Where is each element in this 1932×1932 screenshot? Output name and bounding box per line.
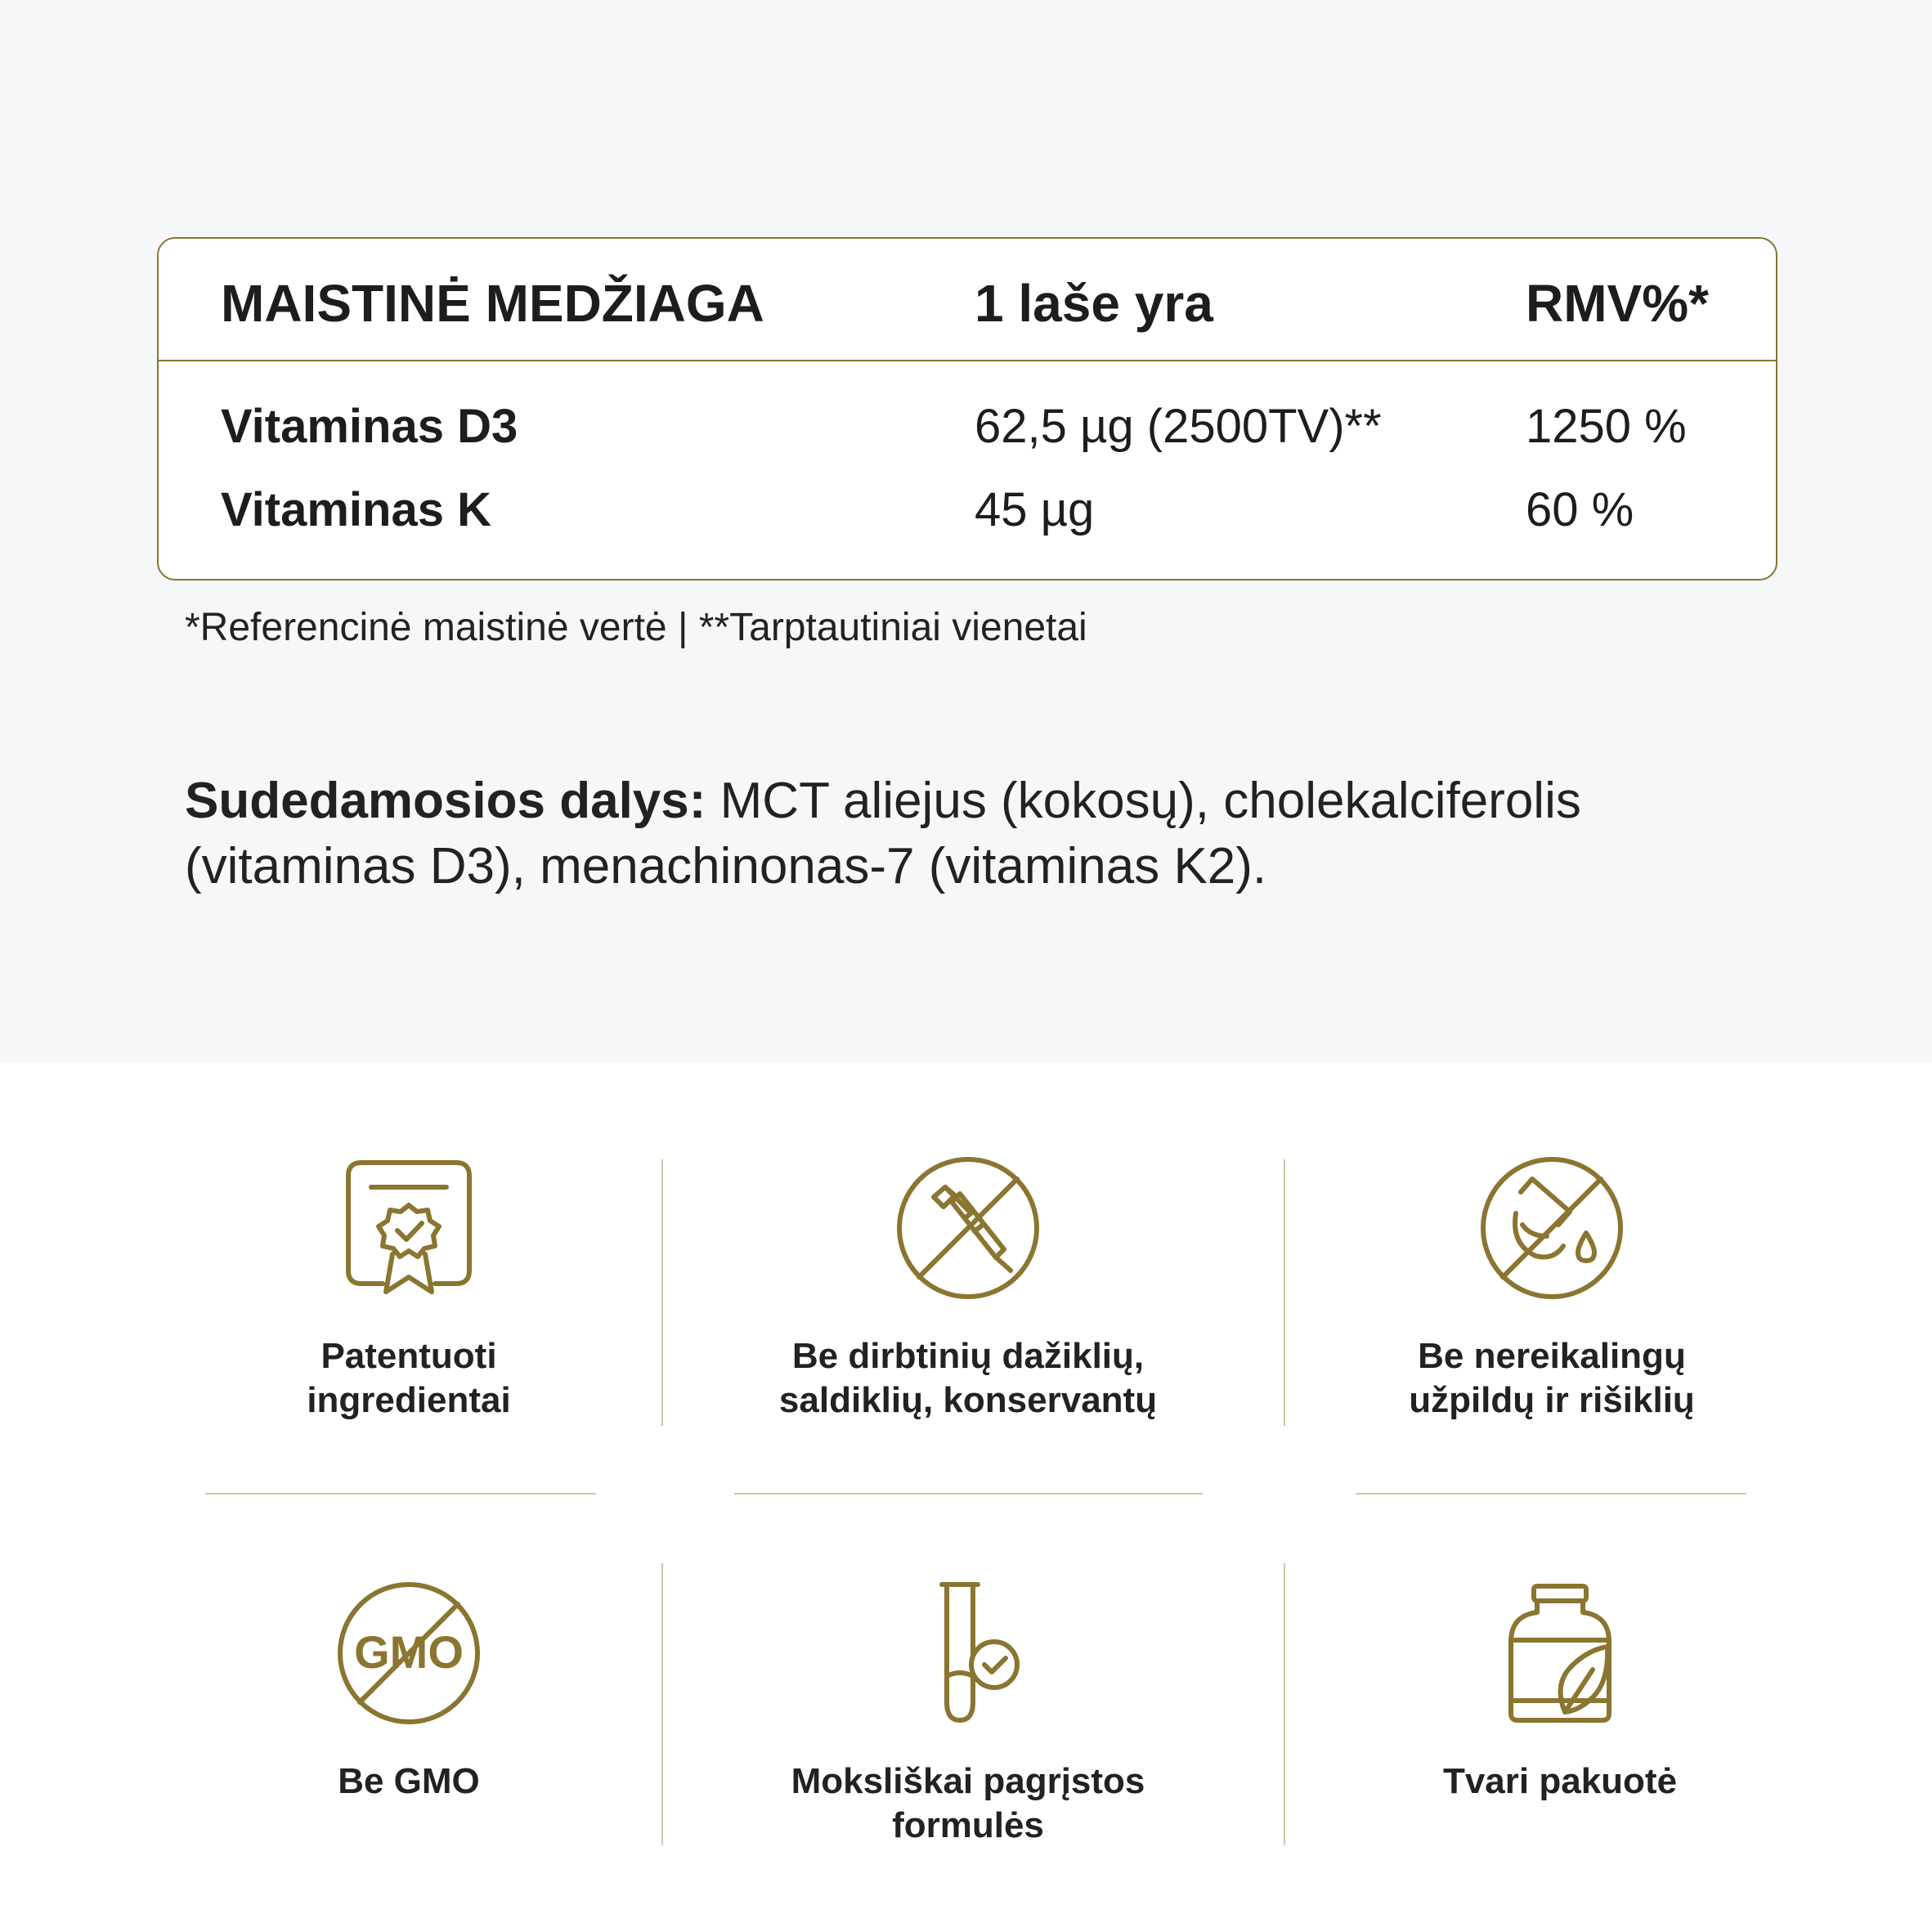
no-filler-icon bbox=[1478, 1154, 1625, 1302]
ingredients-label: Sudedamosios dalys: bbox=[185, 773, 706, 829]
row-amount: 62,5 µg (2500TV)** bbox=[975, 400, 1382, 453]
feature-no-gmo bbox=[114, 1580, 703, 1804]
no-gmo-icon bbox=[335, 1580, 482, 1727]
jar-leaf-icon bbox=[1486, 1580, 1634, 1727]
feature-text: Be dirbtinių dažiklių, saldiklių, konservantų bbox=[778, 1336, 1158, 1420]
ingredients-text: MCT aliejus (kokosų), cholekalciferolis (vitaminas D3), menachinonas-7 (vitaminas K2). bbox=[185, 773, 1581, 894]
feature-text: Patentuoti ingredientai bbox=[307, 1336, 511, 1420]
test-tube-check-icon bbox=[894, 1580, 1042, 1727]
table-footnote: *Referencinė maistinė vertė | **Tarptautiniai vienetai bbox=[185, 606, 1087, 649]
feature-no-fillers bbox=[1257, 1154, 1846, 1423]
row-rmv: 60 % bbox=[1526, 483, 1634, 536]
row-amount: 45 µg bbox=[975, 483, 1095, 536]
gmo-icon-text: GMO bbox=[354, 1626, 464, 1678]
row-rmv: 1250 % bbox=[1526, 400, 1687, 453]
feature-text: Be nereikalingų užpildų ir rišiklių bbox=[1409, 1336, 1695, 1420]
nutrition-table bbox=[157, 237, 1777, 580]
header-per-drop: 1 laše yra bbox=[975, 274, 1213, 333]
table-divider bbox=[159, 360, 1776, 361]
divider-horizontal bbox=[205, 1493, 596, 1495]
certificate-icon bbox=[335, 1154, 482, 1302]
feature-patented bbox=[114, 1154, 703, 1423]
header-nutrient: MAISTINĖ MEDŽIAGA bbox=[221, 274, 764, 333]
row-name: Vitaminas K bbox=[221, 483, 491, 536]
row-name: Vitaminas D3 bbox=[221, 400, 518, 453]
feature-text: Moksliškai pagrįstos formulės bbox=[791, 1761, 1145, 1845]
feature-science bbox=[674, 1580, 1262, 1848]
divider-horizontal bbox=[734, 1493, 1203, 1495]
feature-sustainable bbox=[1266, 1580, 1854, 1804]
header-rmv: RMV%* bbox=[1526, 274, 1710, 333]
feature-text: Be GMO bbox=[338, 1761, 480, 1801]
divider-horizontal bbox=[1356, 1493, 1746, 1495]
no-dropper-icon bbox=[894, 1154, 1042, 1302]
feature-text: Tvari pakuotė bbox=[1442, 1761, 1678, 1801]
feature-no-additives bbox=[674, 1154, 1262, 1423]
ingredients bbox=[185, 769, 1771, 899]
